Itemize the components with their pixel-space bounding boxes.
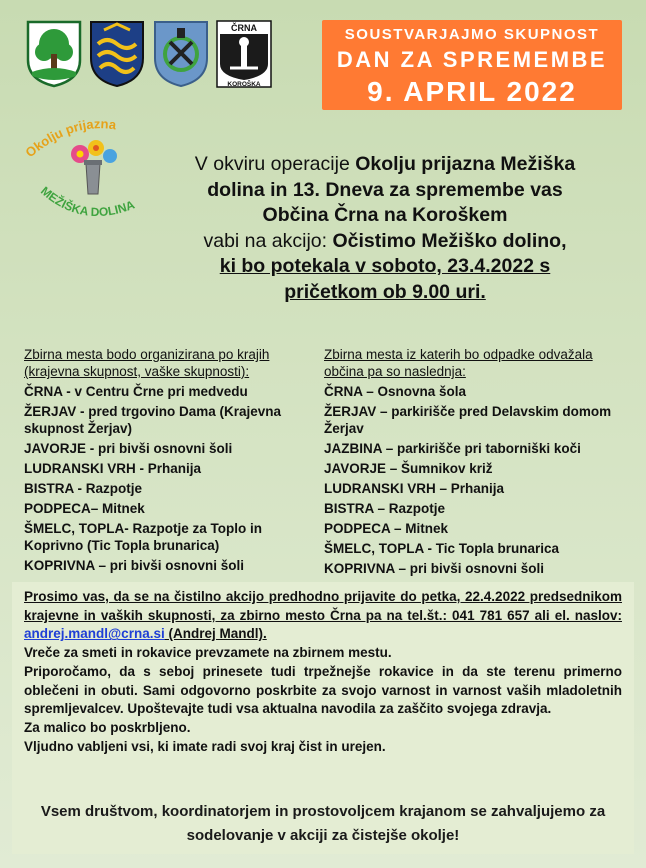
list-item: PODPECA – Mitnek <box>324 521 449 536</box>
list-item: ŠMELC, TOPLA - Tic Topla brunarica <box>324 541 560 556</box>
list-item: ŠMELC, TOPLA- Razpotje za Toplo in Koprivno (Tic Topla brunarica) <box>24 521 262 553</box>
email-link[interactable]: andrej.mandl@crna.si <box>24 626 165 642</box>
invitation-intro <box>180 152 590 305</box>
advice-paragraph: Priporočamo, da s seboj prinesete tudi trpežnejše rokavice in da ste terenu primerno oblečeni in obuti. Sami odgovorno poskrbite za svojo varnost in varnost vaših mladoletnih spremljevalcev. Upoštevajte tudi vsa aktualna navodila za zaščito svojega zdravja. <box>24 663 622 717</box>
collection-points-left <box>24 346 320 577</box>
intro-operation-name: Okolju prijazna Mežiška dolina in 13. Dneva za spremembe vas Občina Črna na Koroškem <box>207 153 576 226</box>
crest-label-top: ČRNA <box>231 23 257 33</box>
list-item: PODPECA– Mitnek <box>24 501 145 516</box>
registration-paragraph <box>24 588 622 644</box>
list-item: BISTRA – Razpotje <box>324 501 446 516</box>
left-column-heading: Zbirna mesta bodo organizirana po krajih (krajevna skupnost, vaške skupnosti): <box>24 347 270 379</box>
crest-label-bottom: KOROŠKA <box>227 81 261 88</box>
list-item: JAZBINA – parkirišče pri taborniški koči <box>324 441 581 456</box>
municipality-crest-tree-icon <box>26 20 82 88</box>
intro-text-2: vabi na akcijo: <box>203 229 333 252</box>
welcome-paragraph: Vljudno vabljeni vsi, ki imate radi svoj kraj čist in urejen. <box>24 738 386 754</box>
list-item: LUDRANSKI VRH - Prhanija <box>24 461 202 476</box>
intro-action-name: Očistimo Mežiško dolino, <box>332 229 567 252</box>
list-item: ČRNA - v Centru Črne pri medvedu <box>24 384 248 399</box>
bags-paragraph: Vreče za smeti in rokavice prevzamete na zbirnem mestu. <box>24 645 392 661</box>
list-item: JAVORJE - pri bivši osnovni šoli <box>24 441 233 456</box>
list-item: KOPRIVNA – pri bivši osnovni šoli <box>24 558 245 573</box>
logo-top-text: Okolju prijazna <box>22 116 118 161</box>
intro-text-1: V okviru operacije <box>194 153 356 175</box>
event-banner <box>322 20 622 110</box>
banner-line1: SOUSTVARJAJMO SKUPNOST <box>344 26 600 43</box>
municipality-crest-crna-icon <box>216 20 272 88</box>
list-item: ČRNA – Osnovna šola <box>324 384 467 399</box>
collection-points-right <box>324 346 624 580</box>
intro-date-time: ki bo potekala v soboto, 23.4.2022 s pričetkom ob 9.00 uri. <box>219 255 551 303</box>
list-item: ŽERJAV - pred trgovino Dama (Krajevna skupnost Žerjav) <box>24 404 282 436</box>
list-item: ŽERJAV – parkirišče pred Delavskim domom Žerjav <box>324 404 612 436</box>
right-column-heading: Zbirna mesta iz katerih bo odpadke odvažala občina pa so naslednja: <box>324 347 593 379</box>
list-item: LUDRANSKI VRH – Prhanija <box>324 481 505 496</box>
municipality-crest-hammers-icon <box>152 20 210 88</box>
banner-line2: DAN ZA SPREMEMBE <box>336 47 608 72</box>
registration-contact: (Andrej Mandl). <box>164 626 267 642</box>
thanks-message: Vsem društvom, koordinatorjem in prostovoljcem krajanom se zahvaljujemo za sodelovanje v akciji za čistejše okolje! <box>40 803 606 844</box>
logo-bottom-text: MEŽIŠKA DOLINA <box>38 183 137 220</box>
banner-date: 9. APRIL 2022 <box>367 76 577 107</box>
registration-text: Prosimo vas, da se na čistilno akcijo predhodno prijavite do petka, 22.4.2022 predsednikom krajevne in vaških skupnosti, za zbirno mesto Črna pa na tel.št.: 041 781 657 ali el. naslov: <box>24 589 622 623</box>
municipality-crest-waves-icon <box>88 20 146 88</box>
list-item: KOPRIVNA – pri bivši osnovni šoli <box>324 561 545 576</box>
notice-box <box>12 582 634 854</box>
campaign-logo-bin-icon <box>22 110 167 235</box>
list-item: JAVORJE – Šumnikov križ <box>324 461 493 476</box>
list-item: BISTRA - Razpotje <box>24 481 142 496</box>
lunch-paragraph: Za malico bo poskrbljeno. <box>24 719 191 735</box>
